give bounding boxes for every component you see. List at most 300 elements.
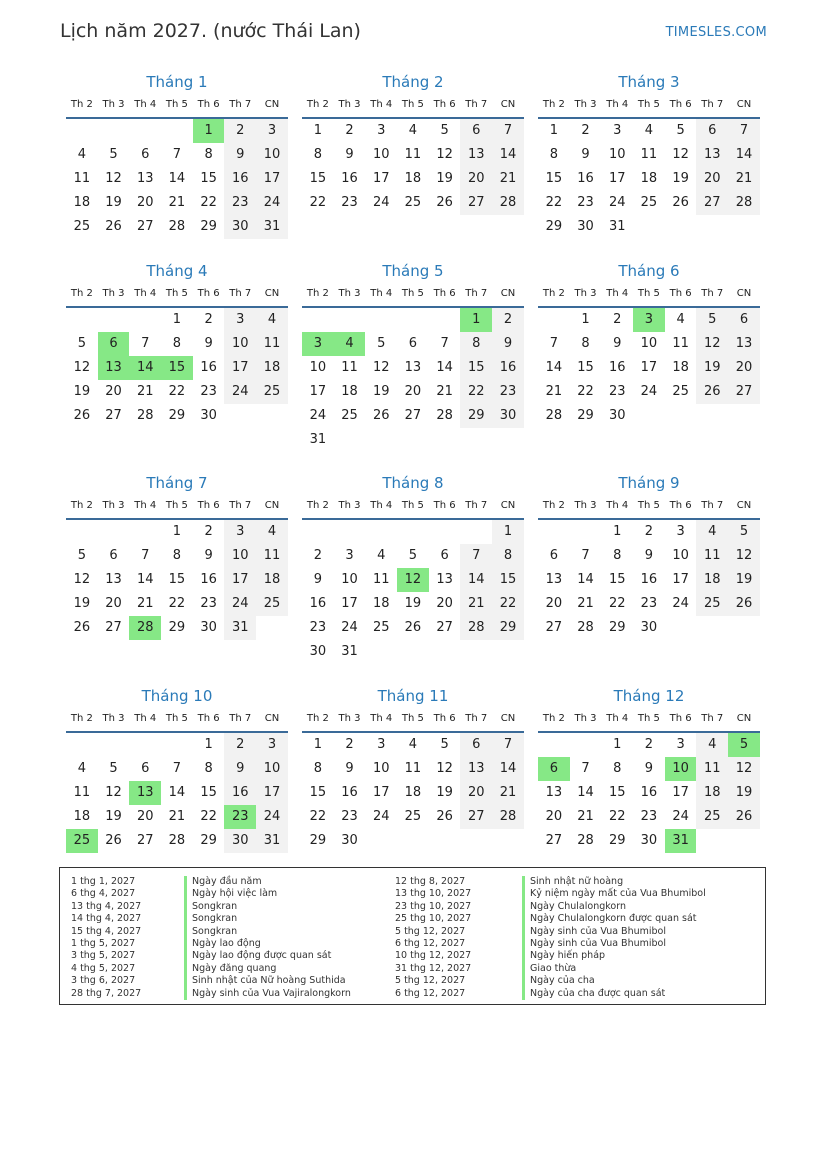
site-brand-link[interactable]: TIMESLES.COM (665, 25, 767, 40)
day-cell[interactable]: 19 (73, 596, 91, 611)
holiday-day-cell[interactable]: 25 (66, 829, 98, 853)
weekend-day-cell[interactable]: 15 (460, 356, 492, 380)
day-cell[interactable]: 11 (73, 171, 91, 186)
weekend-day-cell[interactable]: 12 (728, 757, 760, 781)
day-cell[interactable]: 12 (436, 147, 453, 162)
weekend-day-cell[interactable]: 14 (728, 143, 760, 167)
day-cell[interactable]: 1 (172, 312, 182, 327)
day-cell[interactable]: 11 (672, 336, 689, 351)
day-cell[interactable]: 9 (345, 147, 354, 162)
weekend-day-cell[interactable]: 5 (696, 308, 728, 332)
day-cell[interactable]: 14 (577, 572, 594, 587)
day-cell[interactable]: 25 (404, 809, 422, 824)
weekend-day-cell[interactable]: 28 (492, 191, 524, 215)
day-cell[interactable]: 28 (136, 408, 154, 423)
weekend-day-cell[interactable]: 17 (224, 568, 256, 592)
day-cell[interactable]: 17 (672, 785, 689, 800)
day-cell[interactable]: 14 (436, 360, 453, 375)
day-cell[interactable]: 16 (608, 360, 626, 375)
day-cell[interactable]: 27 (545, 833, 563, 848)
day-cell[interactable]: 20 (136, 809, 154, 824)
day-cell[interactable]: 10 (341, 572, 358, 587)
day-cell[interactable]: 14 (168, 785, 186, 800)
day-cell[interactable]: 1 (581, 312, 590, 327)
holiday-day-cell[interactable]: 1 (193, 119, 225, 143)
day-cell[interactable]: 20 (105, 596, 122, 611)
holiday-day-cell[interactable]: 13 (129, 781, 161, 805)
day-cell[interactable]: 7 (440, 336, 449, 351)
day-cell[interactable]: 2 (313, 548, 322, 563)
day-cell[interactable]: 21 (436, 384, 453, 399)
day-cell[interactable]: 16 (309, 596, 327, 611)
day-cell[interactable]: 5 (676, 123, 685, 138)
day-cell[interactable]: 22 (168, 596, 186, 611)
weekend-day-cell[interactable]: 16 (492, 356, 524, 380)
day-cell[interactable]: 26 (105, 219, 122, 234)
day-cell[interactable]: 30 (577, 219, 594, 234)
holiday-day-cell[interactable]: 31 (665, 829, 697, 853)
day-cell[interactable]: 22 (608, 596, 626, 611)
weekend-day-cell[interactable]: 26 (696, 380, 728, 404)
day-cell[interactable]: 24 (672, 596, 689, 611)
day-cell[interactable]: 27 (436, 620, 453, 635)
day-cell[interactable]: 22 (608, 809, 626, 824)
weekend-day-cell[interactable]: 7 (492, 733, 524, 757)
day-cell[interactable]: 24 (640, 384, 658, 399)
day-cell[interactable]: 30 (608, 408, 626, 423)
holiday-day-cell[interactable]: 10 (665, 757, 697, 781)
weekend-day-cell[interactable]: 8 (492, 544, 524, 568)
day-cell[interactable]: 25 (73, 219, 91, 234)
day-cell[interactable]: 12 (105, 785, 122, 800)
day-cell[interactable]: 16 (640, 572, 658, 587)
day-cell[interactable]: 14 (577, 785, 594, 800)
day-cell[interactable]: 20 (545, 596, 563, 611)
weekend-day-cell[interactable]: 8 (460, 332, 492, 356)
day-cell[interactable]: 10 (672, 548, 689, 563)
day-cell[interactable]: 23 (309, 620, 327, 635)
day-cell[interactable]: 25 (372, 620, 390, 635)
weekend-day-cell[interactable]: 25 (256, 592, 288, 616)
day-cell[interactable]: 2 (644, 524, 654, 539)
weekend-day-cell[interactable]: 4 (696, 520, 728, 544)
weekend-day-cell[interactable]: 5 (728, 520, 760, 544)
day-cell[interactable]: 10 (640, 336, 658, 351)
day-cell[interactable]: 6 (141, 147, 150, 162)
holiday-day-cell[interactable]: 15 (161, 356, 193, 380)
weekend-day-cell[interactable]: 11 (696, 757, 728, 781)
day-cell[interactable]: 4 (408, 123, 418, 138)
day-cell[interactable]: 30 (341, 833, 358, 848)
weekend-day-cell[interactable]: 4 (256, 520, 288, 544)
weekend-day-cell[interactable]: 11 (696, 544, 728, 568)
day-cell[interactable]: 3 (377, 737, 386, 752)
day-cell[interactable]: 5 (109, 147, 118, 162)
day-cell[interactable]: 8 (313, 147, 322, 162)
day-cell[interactable]: 9 (204, 548, 213, 563)
day-cell[interactable]: 29 (168, 408, 186, 423)
weekend-day-cell[interactable]: 13 (460, 757, 492, 781)
day-cell[interactable]: 15 (200, 785, 217, 800)
day-cell[interactable]: 26 (404, 620, 422, 635)
day-cell[interactable]: 31 (309, 432, 327, 447)
weekend-day-cell[interactable]: 25 (696, 805, 728, 829)
day-cell[interactable]: 11 (73, 785, 91, 800)
day-cell[interactable]: 25 (672, 384, 689, 399)
day-cell[interactable]: 26 (73, 620, 91, 635)
day-cell[interactable]: 19 (372, 384, 390, 399)
day-cell[interactable]: 16 (200, 360, 217, 375)
day-cell[interactable]: 24 (608, 195, 626, 210)
day-cell[interactable]: 27 (105, 408, 122, 423)
day-cell[interactable]: 4 (77, 761, 86, 776)
day-cell[interactable]: 27 (136, 833, 154, 848)
weekend-day-cell[interactable]: 27 (460, 805, 492, 829)
day-cell[interactable]: 22 (577, 384, 594, 399)
day-cell[interactable]: 16 (640, 785, 658, 800)
day-cell[interactable]: 20 (436, 596, 453, 611)
day-cell[interactable]: 15 (608, 572, 626, 587)
weekend-day-cell[interactable]: 4 (256, 308, 288, 332)
day-cell[interactable]: 15 (309, 171, 327, 186)
day-cell[interactable]: 23 (200, 384, 217, 399)
day-cell[interactable]: 29 (577, 408, 594, 423)
day-cell[interactable]: 26 (73, 408, 91, 423)
day-cell[interactable]: 3 (676, 737, 685, 752)
day-cell[interactable]: 7 (549, 336, 558, 351)
weekend-day-cell[interactable]: 12 (696, 332, 728, 356)
weekend-day-cell[interactable]: 3 (224, 520, 256, 544)
day-cell[interactable]: 15 (309, 785, 327, 800)
day-cell[interactable]: 22 (168, 384, 186, 399)
day-cell[interactable]: 5 (440, 123, 449, 138)
day-cell[interactable]: 21 (545, 384, 563, 399)
weekend-day-cell[interactable]: 27 (696, 191, 728, 215)
day-cell[interactable]: 8 (613, 761, 622, 776)
day-cell[interactable]: 7 (581, 548, 590, 563)
day-cell[interactable]: 3 (676, 524, 685, 539)
day-cell[interactable]: 23 (640, 596, 658, 611)
day-cell[interactable]: 4 (676, 312, 685, 327)
day-cell[interactable]: 5 (408, 548, 418, 563)
day-cell[interactable]: 1 (313, 123, 322, 138)
day-cell[interactable]: 18 (73, 809, 91, 824)
day-cell[interactable]: 11 (404, 147, 422, 162)
day-cell[interactable]: 4 (77, 147, 86, 162)
day-cell[interactable]: 17 (672, 572, 689, 587)
day-cell[interactable]: 8 (613, 548, 622, 563)
day-cell[interactable]: 3 (345, 548, 354, 563)
day-cell[interactable]: 5 (77, 548, 86, 563)
day-cell[interactable]: 24 (309, 408, 327, 423)
day-cell[interactable]: 18 (672, 360, 689, 375)
day-cell[interactable]: 19 (105, 195, 122, 210)
day-cell[interactable]: 7 (141, 336, 150, 351)
day-cell[interactable]: 16 (200, 572, 217, 587)
weekend-day-cell[interactable]: 26 (728, 592, 760, 616)
day-cell[interactable]: 28 (545, 408, 563, 423)
weekend-day-cell[interactable]: 17 (224, 356, 256, 380)
weekend-day-cell[interactable]: 31 (224, 616, 256, 640)
weekend-day-cell[interactable]: 21 (492, 167, 524, 191)
day-cell[interactable]: 1 (313, 737, 322, 752)
day-cell[interactable]: 6 (141, 761, 150, 776)
holiday-day-cell[interactable]: 3 (633, 308, 665, 332)
day-cell[interactable]: 19 (73, 384, 91, 399)
day-cell[interactable]: 24 (372, 195, 390, 210)
holiday-day-cell[interactable]: 28 (129, 616, 161, 640)
day-cell[interactable]: 8 (172, 548, 182, 563)
day-cell[interactable]: 18 (341, 384, 358, 399)
day-cell[interactable]: 9 (581, 147, 590, 162)
day-cell[interactable]: 26 (672, 195, 689, 210)
weekend-day-cell[interactable]: 14 (492, 757, 524, 781)
holiday-day-cell[interactable]: 14 (129, 356, 161, 380)
day-cell[interactable]: 22 (200, 195, 217, 210)
day-cell[interactable]: 9 (313, 572, 322, 587)
weekend-day-cell[interactable]: 31 (256, 215, 288, 239)
day-cell[interactable]: 13 (436, 572, 453, 587)
day-cell[interactable]: 12 (73, 572, 91, 587)
day-cell[interactable]: 23 (341, 809, 358, 824)
day-cell[interactable]: 25 (341, 408, 358, 423)
weekend-day-cell[interactable]: 27 (728, 380, 760, 404)
day-cell[interactable]: 1 (172, 524, 182, 539)
day-cell[interactable]: 27 (105, 620, 122, 635)
holiday-day-cell[interactable]: 6 (538, 757, 570, 781)
weekend-day-cell[interactable]: 17 (256, 167, 288, 191)
day-cell[interactable]: 21 (577, 596, 594, 611)
day-cell[interactable]: 12 (73, 360, 91, 375)
weekend-day-cell[interactable]: 31 (256, 829, 288, 853)
day-cell[interactable]: 2 (581, 123, 590, 138)
day-cell[interactable]: 18 (404, 171, 422, 186)
day-cell[interactable]: 13 (105, 572, 122, 587)
weekend-day-cell[interactable]: 29 (492, 616, 524, 640)
holiday-day-cell[interactable]: 4 (334, 332, 366, 356)
day-cell[interactable]: 30 (200, 408, 217, 423)
weekend-day-cell[interactable]: 24 (224, 380, 256, 404)
weekend-day-cell[interactable]: 21 (492, 781, 524, 805)
day-cell[interactable]: 26 (105, 833, 122, 848)
day-cell[interactable]: 21 (136, 384, 154, 399)
weekend-day-cell[interactable]: 7 (492, 119, 524, 143)
day-cell[interactable]: 18 (404, 785, 422, 800)
day-cell[interactable]: 25 (640, 195, 658, 210)
day-cell[interactable]: 8 (204, 147, 213, 162)
day-cell[interactable]: 13 (404, 360, 422, 375)
day-cell[interactable]: 28 (577, 620, 594, 635)
day-cell[interactable]: 10 (309, 360, 327, 375)
day-cell[interactable]: 28 (168, 833, 186, 848)
day-cell[interactable]: 18 (73, 195, 91, 210)
weekend-day-cell[interactable]: 21 (728, 167, 760, 191)
holiday-day-cell[interactable]: 3 (302, 332, 334, 356)
day-cell[interactable]: 18 (372, 596, 390, 611)
weekend-day-cell[interactable]: 10 (224, 544, 256, 568)
weekend-day-cell[interactable]: 28 (728, 191, 760, 215)
day-cell[interactable]: 2 (345, 737, 354, 752)
day-cell[interactable]: 15 (577, 360, 594, 375)
day-cell[interactable]: 11 (341, 360, 358, 375)
weekend-day-cell[interactable]: 20 (696, 167, 728, 191)
day-cell[interactable]: 27 (136, 219, 154, 234)
holiday-day-cell[interactable]: 6 (98, 332, 130, 356)
day-cell[interactable]: 22 (545, 195, 563, 210)
day-cell[interactable]: 2 (204, 312, 213, 327)
day-cell[interactable]: 8 (581, 336, 590, 351)
day-cell[interactable]: 10 (372, 147, 390, 162)
day-cell[interactable]: 6 (408, 336, 418, 351)
weekend-day-cell[interactable]: 19 (696, 356, 728, 380)
day-cell[interactable]: 5 (109, 761, 118, 776)
day-cell[interactable]: 15 (168, 572, 186, 587)
day-cell[interactable]: 4 (408, 737, 418, 752)
weekend-day-cell[interactable]: 2 (492, 308, 524, 332)
weekend-day-cell[interactable]: 2 (224, 119, 256, 143)
day-cell[interactable]: 3 (613, 123, 622, 138)
weekend-day-cell[interactable]: 30 (492, 404, 524, 428)
day-cell[interactable]: 28 (577, 833, 594, 848)
day-cell[interactable]: 19 (105, 809, 122, 824)
weekend-day-cell[interactable]: 7 (728, 119, 760, 143)
day-cell[interactable]: 23 (640, 809, 658, 824)
day-cell[interactable]: 5 (77, 336, 86, 351)
day-cell[interactable]: 20 (136, 195, 154, 210)
day-cell[interactable]: 25 (404, 195, 422, 210)
day-cell[interactable]: 23 (577, 195, 594, 210)
day-cell[interactable]: 31 (341, 644, 358, 659)
day-cell[interactable]: 16 (577, 171, 594, 186)
holiday-day-cell[interactable]: 5 (728, 733, 760, 757)
weekend-day-cell[interactable]: 23 (492, 380, 524, 404)
day-cell[interactable]: 1 (613, 737, 622, 752)
weekend-day-cell[interactable]: 4 (696, 733, 728, 757)
day-cell[interactable]: 21 (168, 809, 186, 824)
weekend-day-cell[interactable]: 30 (224, 829, 256, 853)
weekend-day-cell[interactable]: 9 (224, 757, 256, 781)
weekend-day-cell[interactable]: 16 (224, 167, 256, 191)
day-cell[interactable]: 26 (372, 408, 390, 423)
weekend-day-cell[interactable]: 14 (460, 568, 492, 592)
weekend-day-cell[interactable]: 14 (492, 143, 524, 167)
weekend-day-cell[interactable]: 9 (492, 332, 524, 356)
weekend-day-cell[interactable]: 13 (696, 143, 728, 167)
weekend-day-cell[interactable]: 1 (492, 520, 524, 544)
day-cell[interactable]: 19 (672, 171, 689, 186)
day-cell[interactable]: 29 (608, 833, 626, 848)
day-cell[interactable]: 11 (640, 147, 658, 162)
day-cell[interactable]: 8 (204, 761, 213, 776)
day-cell[interactable]: 24 (672, 809, 689, 824)
weekend-day-cell[interactable]: 10 (256, 757, 288, 781)
day-cell[interactable]: 2 (345, 123, 354, 138)
weekend-day-cell[interactable]: 18 (256, 568, 288, 592)
day-cell[interactable]: 2 (204, 524, 213, 539)
day-cell[interactable]: 9 (644, 761, 654, 776)
day-cell[interactable]: 26 (436, 809, 453, 824)
day-cell[interactable]: 15 (608, 785, 626, 800)
day-cell[interactable]: 9 (204, 336, 213, 351)
day-cell[interactable]: 12 (436, 761, 453, 776)
day-cell[interactable]: 14 (136, 572, 154, 587)
day-cell[interactable]: 17 (309, 384, 327, 399)
day-cell[interactable]: 17 (608, 171, 626, 186)
weekend-day-cell[interactable]: 6 (460, 119, 492, 143)
day-cell[interactable]: 19 (436, 171, 453, 186)
weekend-day-cell[interactable]: 6 (696, 119, 728, 143)
weekend-day-cell[interactable]: 6 (460, 733, 492, 757)
day-cell[interactable]: 2 (613, 312, 622, 327)
day-cell[interactable]: 21 (577, 809, 594, 824)
day-cell[interactable]: 27 (545, 620, 563, 635)
day-cell[interactable]: 12 (672, 147, 689, 162)
day-cell[interactable]: 29 (200, 833, 217, 848)
day-cell[interactable]: 1 (613, 524, 622, 539)
day-cell[interactable]: 13 (545, 572, 563, 587)
weekend-day-cell[interactable]: 29 (460, 404, 492, 428)
day-cell[interactable]: 5 (440, 737, 449, 752)
day-cell[interactable]: 8 (313, 761, 322, 776)
weekend-day-cell[interactable]: 6 (728, 308, 760, 332)
day-cell[interactable]: 7 (172, 761, 182, 776)
weekend-day-cell[interactable]: 3 (256, 733, 288, 757)
weekend-day-cell[interactable]: 22 (460, 380, 492, 404)
weekend-day-cell[interactable]: 13 (460, 143, 492, 167)
holiday-day-cell[interactable]: 1 (460, 308, 492, 332)
weekend-day-cell[interactable]: 18 (696, 781, 728, 805)
weekend-day-cell[interactable]: 27 (460, 191, 492, 215)
day-cell[interactable]: 5 (377, 336, 386, 351)
weekend-day-cell[interactable]: 18 (256, 356, 288, 380)
day-cell[interactable]: 4 (377, 548, 386, 563)
day-cell[interactable]: 11 (372, 572, 390, 587)
weekend-day-cell[interactable]: 25 (696, 592, 728, 616)
day-cell[interactable]: 1 (204, 737, 213, 752)
weekend-day-cell[interactable]: 19 (728, 568, 760, 592)
day-cell[interactable]: 13 (545, 785, 563, 800)
day-cell[interactable]: 17 (640, 360, 658, 375)
day-cell[interactable]: 30 (309, 644, 327, 659)
day-cell[interactable]: 14 (168, 171, 186, 186)
day-cell[interactable]: 8 (549, 147, 558, 162)
day-cell[interactable]: 20 (545, 809, 563, 824)
weekend-day-cell[interactable]: 21 (460, 592, 492, 616)
holiday-day-cell[interactable]: 12 (397, 568, 429, 592)
weekend-day-cell[interactable]: 26 (728, 805, 760, 829)
day-cell[interactable]: 29 (200, 219, 217, 234)
day-cell[interactable]: 15 (545, 171, 563, 186)
day-cell[interactable]: 28 (436, 408, 453, 423)
weekend-day-cell[interactable]: 11 (256, 332, 288, 356)
day-cell[interactable]: 22 (200, 809, 217, 824)
weekend-day-cell[interactable]: 15 (492, 568, 524, 592)
day-cell[interactable]: 18 (640, 171, 658, 186)
weekend-day-cell[interactable]: 30 (224, 215, 256, 239)
day-cell[interactable]: 27 (404, 408, 422, 423)
day-cell[interactable]: 24 (372, 809, 390, 824)
weekend-day-cell[interactable]: 20 (460, 781, 492, 805)
day-cell[interactable]: 10 (372, 761, 390, 776)
day-cell[interactable]: 29 (309, 833, 327, 848)
day-cell[interactable]: 6 (109, 548, 118, 563)
weekend-day-cell[interactable]: 13 (728, 332, 760, 356)
day-cell[interactable]: 22 (309, 195, 327, 210)
weekend-day-cell[interactable]: 28 (492, 805, 524, 829)
day-cell[interactable]: 12 (105, 171, 122, 186)
day-cell[interactable]: 9 (644, 548, 654, 563)
day-cell[interactable]: 9 (613, 336, 622, 351)
